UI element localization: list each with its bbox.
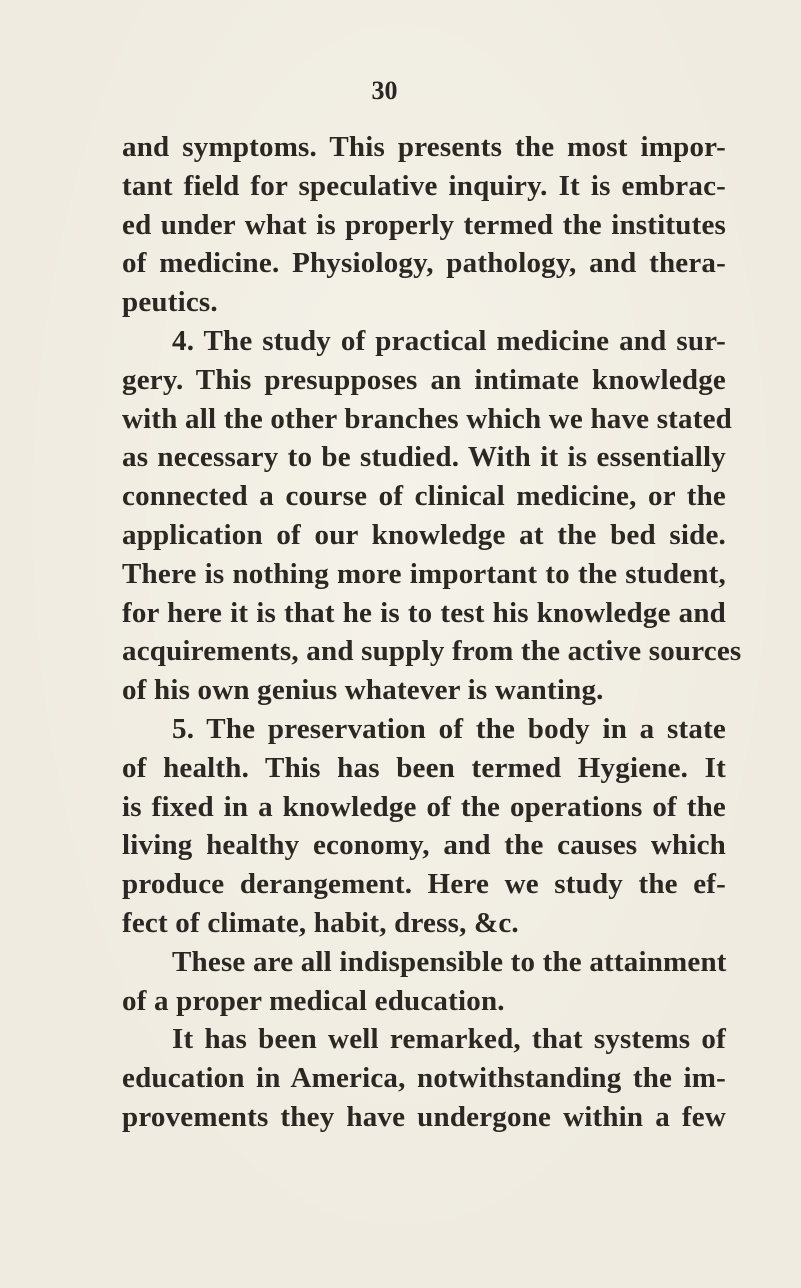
text-line: connected a course of clinical medicine, or the bbox=[122, 480, 726, 513]
text-line: 5. The preservation of the body in a state bbox=[172, 712, 726, 745]
text-line: gery. This presupposes an intimate knowledge bbox=[122, 363, 726, 396]
text-line: tant field for speculative inquiry. It is embrac- bbox=[122, 169, 726, 202]
text-line: of his own genius whatever is wanting. bbox=[122, 674, 604, 707]
page-number: 30 bbox=[371, 76, 398, 105]
text-line: of a proper medical education. bbox=[122, 984, 505, 1017]
text-line: fect of climate, habit, dress, &c. bbox=[122, 906, 519, 939]
text-line: These are all indispensible to the attainment bbox=[172, 945, 727, 978]
text-line: peutics. bbox=[122, 286, 218, 319]
text-line: for here it is that he is to test his knowledge and bbox=[122, 596, 726, 629]
text-line: 4. The study of practical medicine and sur- bbox=[172, 324, 726, 357]
text-line: application of our knowledge at the bed side. bbox=[122, 518, 726, 551]
text-line: acquirements, and supply from the active sources bbox=[122, 635, 742, 668]
text-line: of medicine. Physiology, pathology, and thera- bbox=[122, 247, 726, 280]
text-line: produce derangement. Here we study the ef- bbox=[122, 868, 726, 901]
text-line: education in America, notwithstanding the im- bbox=[122, 1062, 726, 1095]
text-line: It has been well remarked, that systems of bbox=[172, 1023, 726, 1056]
text-line: of health. This has been termed Hygiene. It bbox=[122, 751, 726, 784]
body-text bbox=[122, 128, 742, 1137]
text-line: is fixed in a knowledge of the operations of the bbox=[122, 790, 726, 823]
text-line: provements they have undergone within a few bbox=[122, 1100, 726, 1133]
text-line: and symptoms. This presents the most impor- bbox=[122, 131, 726, 163]
text-line: living healthy economy, and the causes which bbox=[122, 829, 726, 862]
text-line: ed under what is properly termed the institutes bbox=[122, 208, 726, 241]
text-line: There is nothing more important to the student, bbox=[122, 557, 726, 590]
text-line: as necessary to be studied. With it is essentially bbox=[122, 441, 726, 474]
text-line: with all the other branches which we have stated bbox=[122, 402, 732, 435]
